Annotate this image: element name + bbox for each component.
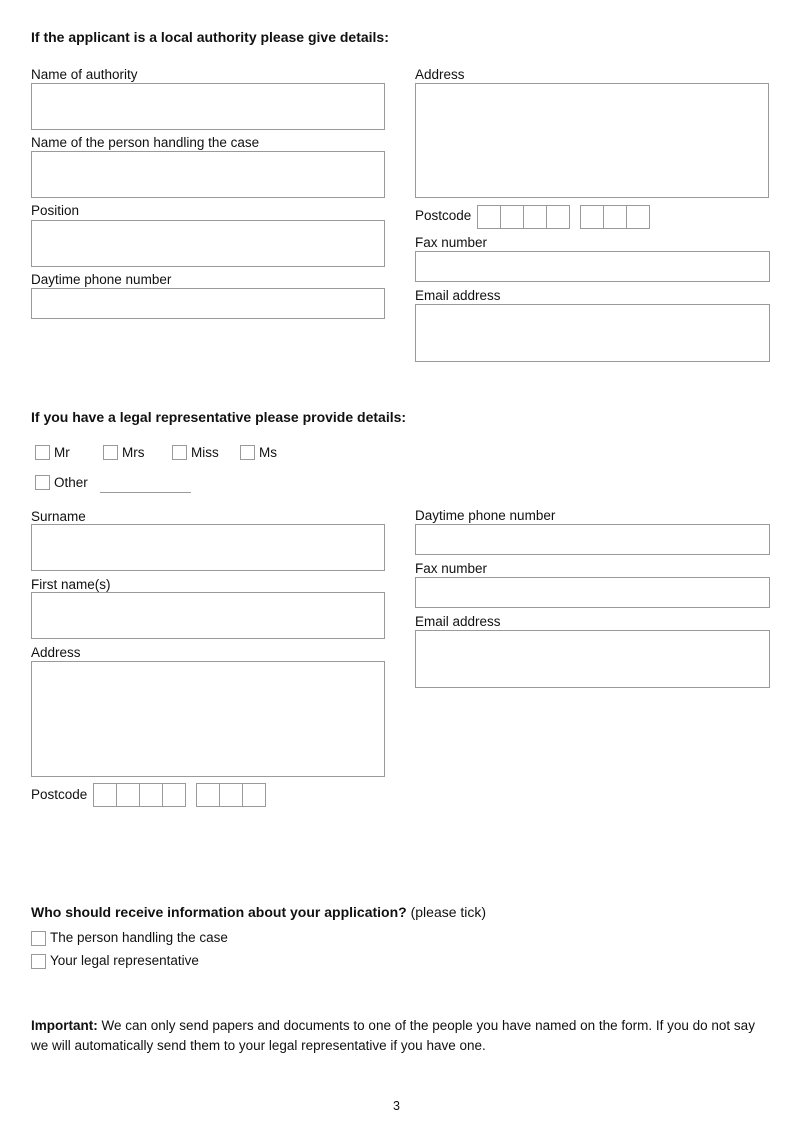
authority-address-label: Address bbox=[415, 67, 465, 82]
title-mrs-label: Mrs bbox=[122, 445, 145, 460]
postcode-cell[interactable] bbox=[116, 783, 140, 807]
title-other-input[interactable] bbox=[100, 474, 191, 493]
postcode-cell[interactable] bbox=[546, 205, 570, 229]
postcode-cell[interactable] bbox=[523, 205, 547, 229]
postcode-cell[interactable] bbox=[196, 783, 220, 807]
important-text: We can only send papers and documents to one of the people you have named on the form. If you do not say we will automatically send them to your legal representative if you have one. bbox=[31, 1018, 755, 1053]
authority-daytime-phone-label: Daytime phone number bbox=[31, 272, 172, 287]
rep-email-label: Email address bbox=[415, 614, 501, 629]
authority-fax-label: Fax number bbox=[415, 235, 488, 250]
postcode-cell[interactable] bbox=[626, 205, 650, 229]
rep-fax-field[interactable] bbox=[415, 577, 770, 608]
title-mrs-checkbox[interactable] bbox=[103, 445, 118, 460]
title-miss-checkbox[interactable] bbox=[172, 445, 187, 460]
receive-legal-rep-label: Your legal representative bbox=[50, 953, 199, 968]
first-names-label: First name(s) bbox=[31, 577, 111, 592]
rep-address-label: Address bbox=[31, 645, 81, 660]
receive-info-hint: (please tick) bbox=[410, 904, 487, 920]
name-of-authority-field[interactable] bbox=[31, 83, 385, 130]
postcode-cell[interactable] bbox=[242, 783, 266, 807]
receive-person-handling-checkbox[interactable] bbox=[31, 931, 46, 946]
receive-info-question bbox=[31, 904, 486, 920]
authority-daytime-phone-field[interactable] bbox=[31, 288, 385, 319]
receive-person-handling-label: The person handling the case bbox=[50, 930, 228, 945]
rep-fax-label: Fax number bbox=[415, 561, 488, 576]
rep-postcode-label: Postcode bbox=[31, 787, 88, 802]
position-field[interactable] bbox=[31, 220, 385, 267]
postcode-cell[interactable] bbox=[139, 783, 163, 807]
rep-email-field[interactable] bbox=[415, 630, 770, 688]
rep-address-field[interactable] bbox=[31, 661, 385, 777]
postcode-cell[interactable] bbox=[93, 783, 117, 807]
receive-info-heading: Who should receive information about your application? bbox=[31, 904, 407, 920]
postcode-cell[interactable] bbox=[477, 205, 501, 229]
authority-postcode-label: Postcode bbox=[415, 208, 472, 223]
rep-daytime-phone-field[interactable] bbox=[415, 524, 770, 555]
important-note bbox=[31, 1016, 761, 1056]
postcode-cell[interactable] bbox=[500, 205, 524, 229]
rep-daytime-phone-label: Daytime phone number bbox=[415, 508, 556, 523]
name-of-authority-label: Name of authority bbox=[31, 67, 138, 82]
postcode-cell[interactable] bbox=[603, 205, 627, 229]
title-ms-label: Ms bbox=[259, 445, 277, 460]
surname-label: Surname bbox=[31, 509, 86, 524]
title-mr-checkbox[interactable] bbox=[35, 445, 50, 460]
local-authority-heading: If the applicant is a local authority please give details: bbox=[31, 29, 389, 45]
postcode-cell[interactable] bbox=[162, 783, 186, 807]
title-mr-label: Mr bbox=[54, 445, 70, 460]
postcode-cell[interactable] bbox=[580, 205, 604, 229]
person-handling-label: Name of the person handling the case bbox=[31, 135, 260, 150]
position-label: Position bbox=[31, 203, 80, 218]
receive-legal-rep-checkbox[interactable] bbox=[31, 954, 46, 969]
title-ms-checkbox[interactable] bbox=[240, 445, 255, 460]
important-label: Important: bbox=[31, 1018, 98, 1033]
authority-fax-field[interactable] bbox=[415, 251, 770, 282]
title-other-label: Other bbox=[54, 475, 88, 490]
first-names-field[interactable] bbox=[31, 592, 385, 639]
page-number: 3 bbox=[393, 1099, 400, 1113]
title-miss-label: Miss bbox=[191, 445, 219, 460]
authority-email-label: Email address bbox=[415, 288, 501, 303]
title-other-checkbox[interactable] bbox=[35, 475, 50, 490]
legal-rep-heading: If you have a legal representative please provide details: bbox=[31, 409, 407, 425]
authority-address-field[interactable] bbox=[415, 83, 769, 198]
authority-email-field[interactable] bbox=[415, 304, 770, 362]
person-handling-field[interactable] bbox=[31, 151, 385, 198]
postcode-cell[interactable] bbox=[219, 783, 243, 807]
surname-field[interactable] bbox=[31, 524, 385, 571]
